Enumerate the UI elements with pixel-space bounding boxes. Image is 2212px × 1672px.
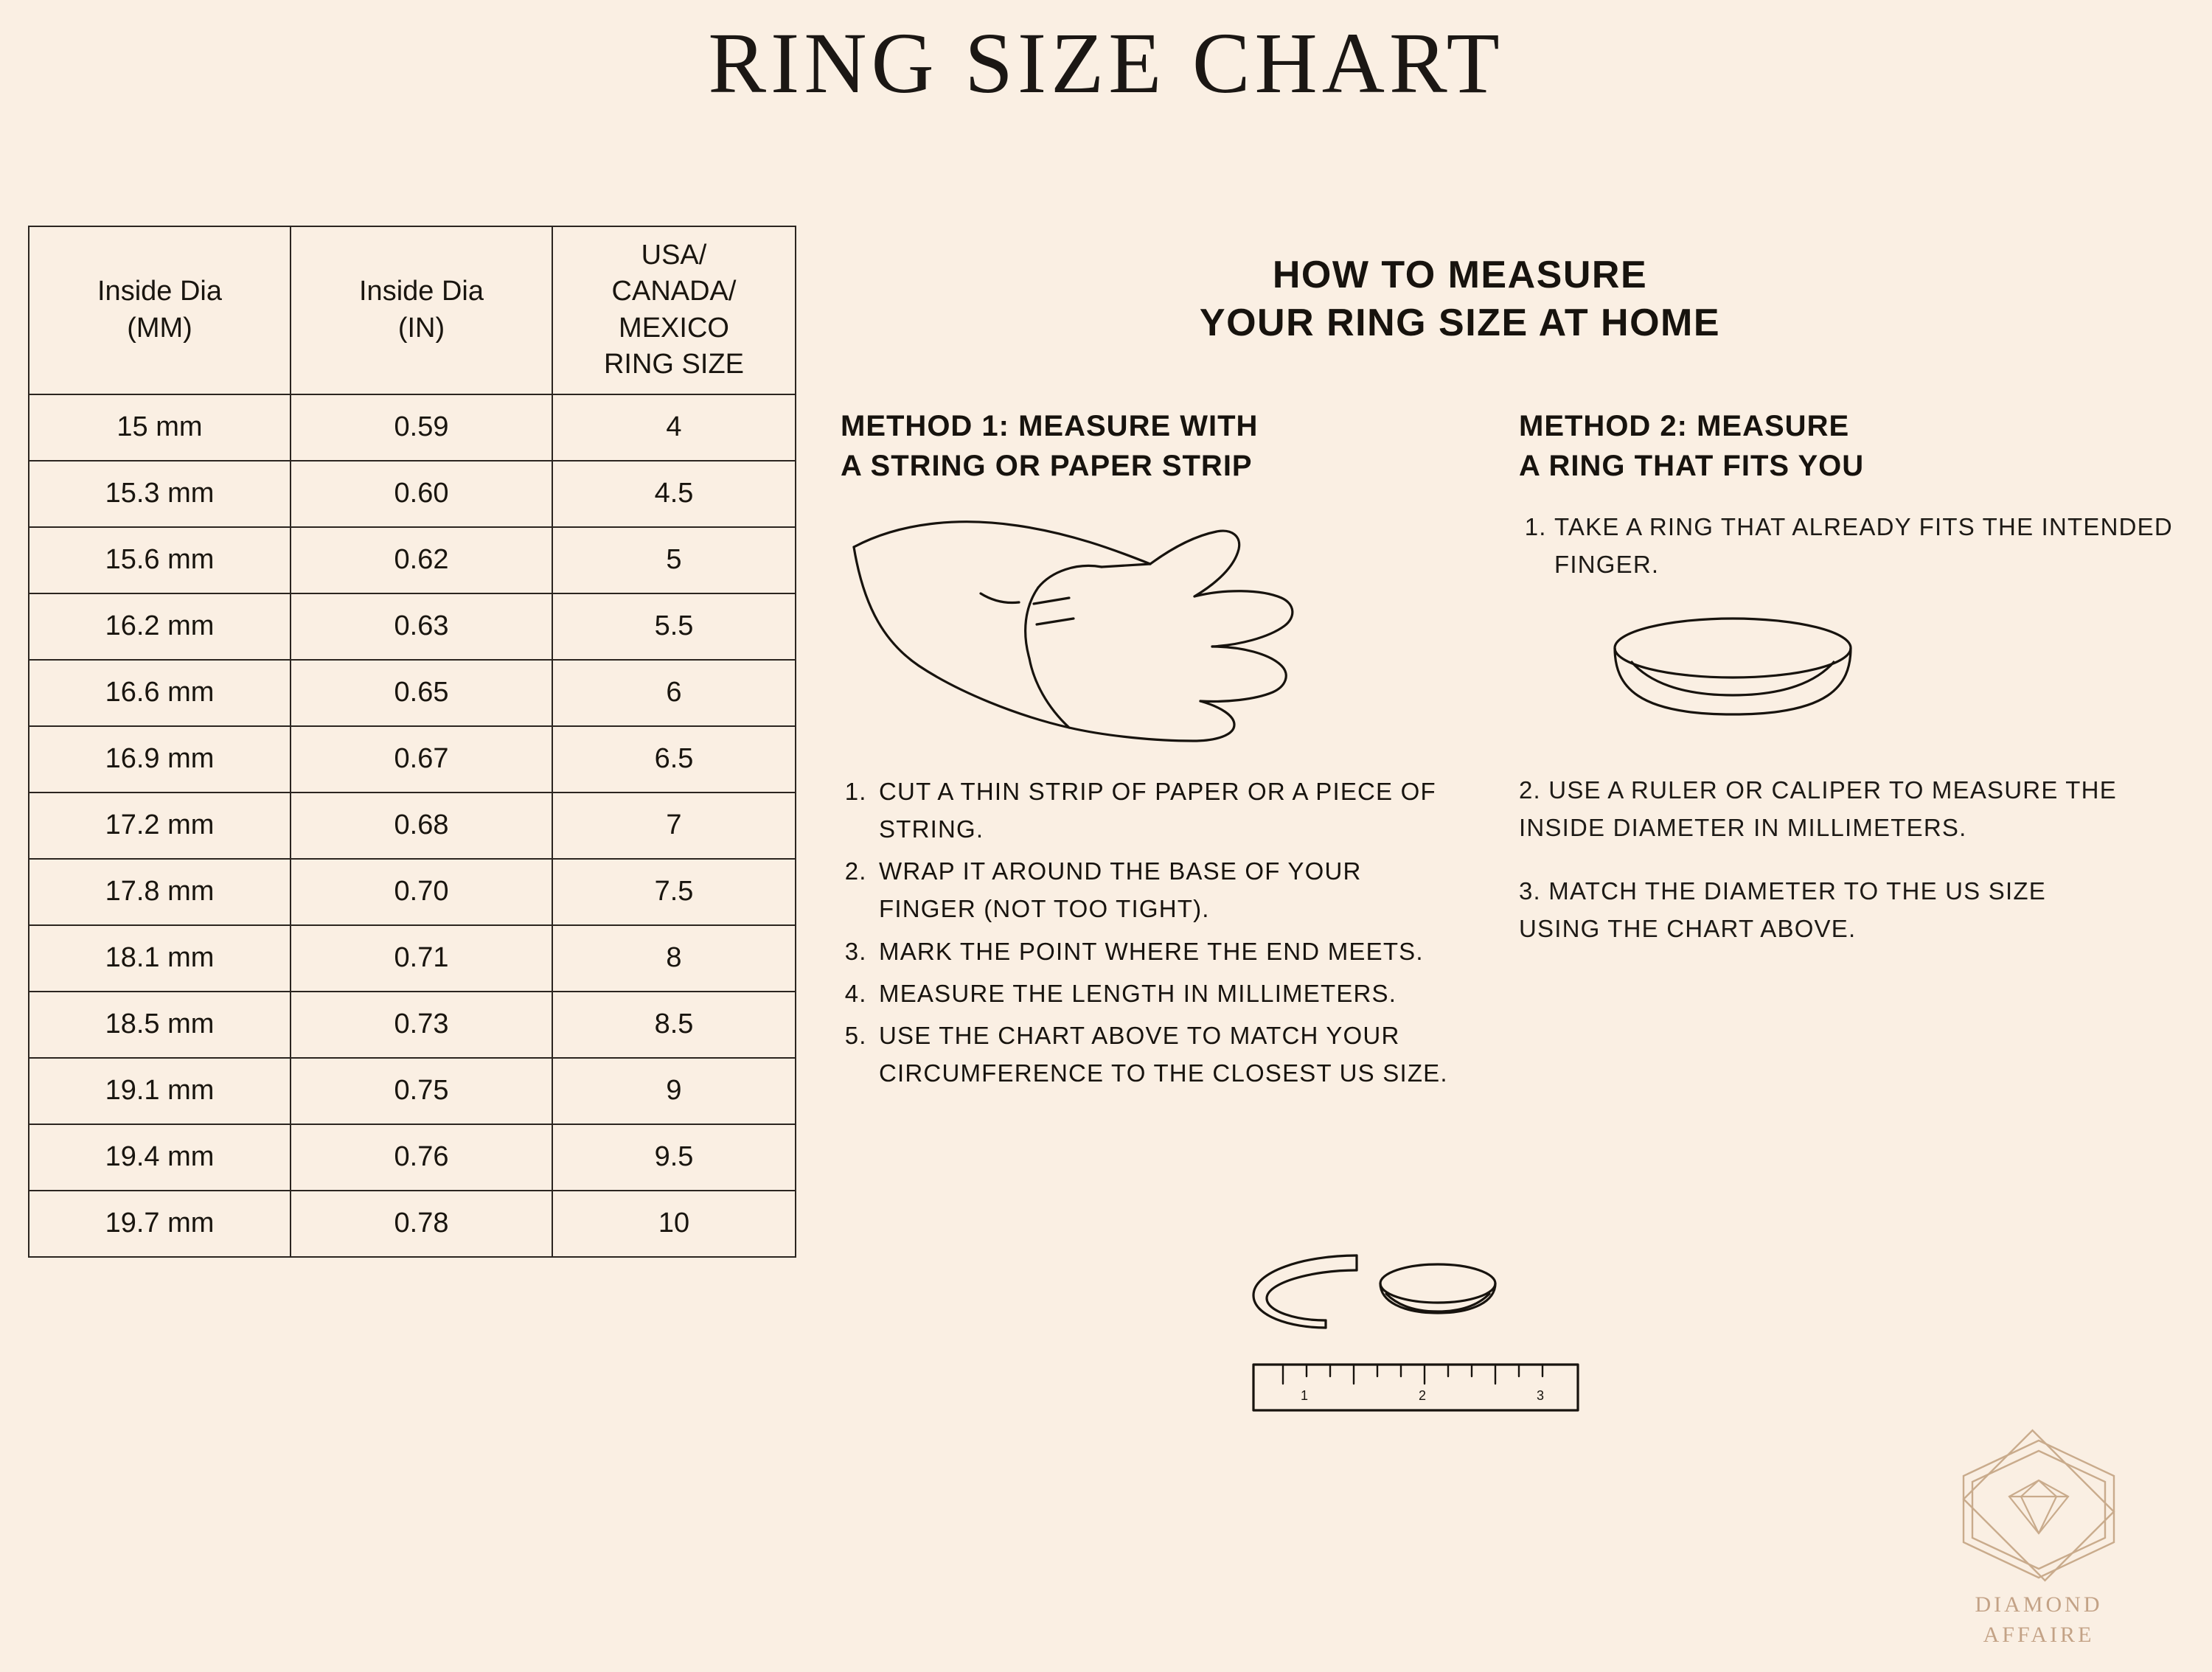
table-cell: 10 [552,1191,796,1257]
method-2-step-1: 1. TAKE A RING THAT ALREADY FITS THE INTENDED FINGER. [1554,508,2183,583]
table-header-row [29,226,796,394]
table-cell: 5 [552,527,796,593]
table-cell: 16.6 mm [29,660,291,726]
method-2-title-line-1: METHOD 2: MEASURE [1519,410,1850,442]
method-1-title-line-1: METHOD 1: MEASURE WITH [841,410,1259,442]
header-line: MEXICO [619,312,729,344]
table-cell: 15.6 mm [29,527,291,593]
howto-heading [826,251,2094,347]
header-line: RING SIZE [603,349,745,380]
method-2-step-1-wrap [1519,508,2183,583]
method-2-title-line-2: A RING THAT FITS YOU [1519,450,1865,482]
method-1 [826,406,1497,1096]
brand-logo [1917,1429,2160,1650]
table-cell: 6 [552,660,796,726]
table-cell: 7.5 [552,859,796,925]
table-row [29,394,796,461]
table-row [29,793,796,859]
table-cell: 0.65 [291,660,552,726]
table-cell: 6.5 [552,726,796,793]
method-1-step: 2. WRAP IT AROUND THE BASE OF YOUR FINGER (NOT TOO TIGHT). [874,852,1453,927]
method-1-step: 3. MARK THE POINT WHERE THE END MEETS. [874,933,1453,970]
table-cell: 15 mm [29,394,291,461]
table-cell: 0.67 [291,726,552,793]
table-cell: 18.5 mm [29,992,291,1058]
page-title: RING SIZE CHART [708,15,1504,111]
method-1-step: 1. CUT A THIN STRIP OF PAPER OR A PIECE OF STRING. [874,773,1453,848]
table-row [29,1191,796,1257]
table-cell: 4.5 [552,461,796,527]
table-cell: 17.8 mm [29,859,291,925]
ruler-tick-1: 1 [1301,1388,1309,1403]
header-line: (MM) [127,312,192,344]
table-cell: 17.2 mm [29,793,291,859]
ruler-tick-2: 2 [1419,1388,1427,1403]
methods-row [826,406,2183,1096]
column-header-inside-dia-in [291,226,552,394]
brand-name-line-2: AFFAIRE [1983,1622,2095,1647]
header-line: Inside Dia [97,276,222,307]
table-cell: 9 [552,1058,796,1124]
table-cell: 18.1 mm [29,925,291,992]
table-cell: 8.5 [552,992,796,1058]
table-cell: 8 [552,925,796,992]
column-header-us-ring-size [552,226,796,394]
table-row [29,859,796,925]
table-cell: 16.9 mm [29,726,291,793]
table-cell: 7 [552,793,796,859]
table-row [29,461,796,527]
ruler-tick-3: 3 [1537,1388,1545,1403]
method-2-title [1519,406,2183,486]
table-cell: 0.59 [291,394,552,461]
table-cell: 0.68 [291,793,552,859]
method-1-title-line-2: A STRING OR PAPER STRIP [841,450,1253,482]
method-1-step: 4. MEASURE THE LENGTH IN MILLIMETERS. [874,975,1453,1012]
method-1-title [841,406,1497,486]
table-cell: 0.78 [291,1191,552,1257]
table-row [29,527,796,593]
hand-with-ring-illustration [848,506,1497,753]
method-2 [1497,406,2183,1096]
howto-line-2: YOUR RING SIZE AT HOME [1199,302,1721,344]
method-2-step-3: 3. MATCH THE DIAMETER TO THE US SIZE USING THE CHART ABOVE. [1519,877,2046,942]
table-row [29,992,796,1058]
table-cell: 4 [552,394,796,461]
table-row [29,593,796,660]
table-cell: 0.62 [291,527,552,593]
table-cell: 9.5 [552,1124,796,1191]
table-cell: 19.7 mm [29,1191,291,1257]
table-body [29,394,796,1257]
measuring-tools-illustration [1239,1239,1593,1435]
header-line: (IN) [397,312,445,344]
table-cell: 19.1 mm [29,1058,291,1124]
table-row [29,1124,796,1191]
brand-name-line-1: DIAMOND [1975,1592,2103,1617]
header-line: Inside Dia [359,276,484,307]
method-1-steps [841,773,1453,1092]
header-line: CANADA/ [611,276,737,307]
method-2-steps [1519,771,2183,947]
table-row [29,925,796,992]
table-cell: 15.3 mm [29,461,291,527]
table-row [29,660,796,726]
table-cell: 0.76 [291,1124,552,1191]
content-area [0,211,2212,1656]
ring-size-table [28,226,796,1258]
table-cell: 5.5 [552,593,796,660]
table-cell: 19.4 mm [29,1124,291,1191]
table-cell: 16.2 mm [29,593,291,660]
instructions-panel [826,211,2183,1403]
method-1-step: 5. USE THE CHART ABOVE TO MATCH YOUR CIRCUMFERENCE TO THE CLOSEST US SIZE. [874,1017,1453,1092]
howto-line-1: HOW TO MEASURE [1272,254,1648,296]
brand-name [1917,1590,2160,1650]
ring-size-table-wrap [28,226,795,1258]
method-2-step-2: 2. USE A RULER OR CALIPER TO MEASURE THE INSIDE DIAMETER IN MILLIMETERS. [1519,776,2117,842]
column-header-inside-dia-mm [29,226,291,394]
table-cell: 0.73 [291,992,552,1058]
table-row [29,726,796,793]
table-row [29,1058,796,1124]
table-cell: 0.70 [291,859,552,925]
table-cell: 0.63 [291,593,552,660]
table-cell: 0.75 [291,1058,552,1124]
table-cell: 0.60 [291,461,552,527]
ring-band-illustration [1585,605,2183,742]
header-line: USA/ [641,240,707,271]
table-cell: 0.71 [291,925,552,992]
